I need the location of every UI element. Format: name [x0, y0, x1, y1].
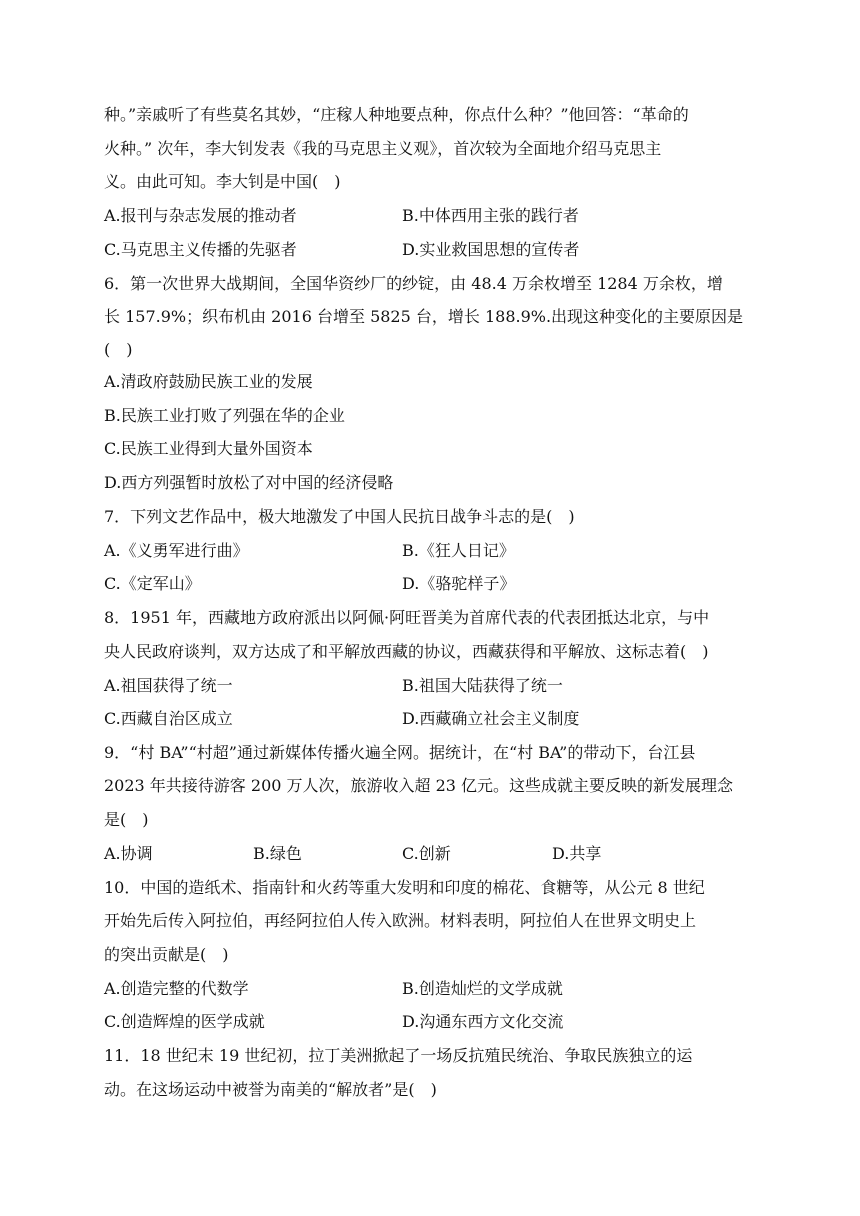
q9-option-a[interactable]: A.协调: [104, 844, 153, 863]
q6-text-line-2: 长 157.9%；织布机由 2016 台增至 5825 台，增长 188.9%.出现这种变化的主要原因是: [104, 307, 744, 326]
q6-option-d[interactable]: D.西方列强暂时放松了对中国的经济侵略: [104, 473, 394, 492]
q11-text-line-2: 动。在这场运动中被誉为南美的“解放者”是( ): [104, 1080, 437, 1099]
q6-option-b[interactable]: B.民族工业打败了列强在华的企业: [104, 406, 345, 425]
q9-text-line-2: 2023 年共接待游客 200 万人次，旅游收入超 23 亿元。这些成就主要反映的新发展理念: [104, 776, 734, 795]
q9-option-b[interactable]: B.绿色: [253, 844, 302, 863]
q9-option-c[interactable]: C.创新: [402, 844, 451, 863]
q10-option-a[interactable]: A.创造完整的代数学: [104, 979, 249, 998]
q9-option-d[interactable]: D.共享: [552, 844, 602, 863]
q8-option-b[interactable]: B.祖国大陆获得了统一: [402, 676, 563, 695]
q5-option-c[interactable]: C.马克思主义传播的先驱者: [104, 240, 297, 259]
q5-option-d[interactable]: D.实业救国思想的宣传者: [402, 240, 580, 259]
q6-text-line-1: 6．第一次世界大战期间，全国华资纱厂的纱锭，由 48.4 万余枚增至 1284 万余枚，增: [104, 274, 723, 293]
q6-text-line-3: ( ): [104, 340, 133, 359]
q8-text-line-1: 8．1951 年，西藏地方政府派出以阿佩·阿旺晋美为首席代表的代表团抵达北京，与中: [104, 608, 710, 627]
q8-option-c[interactable]: C.西藏自治区成立: [104, 709, 233, 728]
q8-option-d[interactable]: D.西藏确立社会主义制度: [402, 709, 580, 728]
q8-option-a[interactable]: A.祖国获得了统一: [104, 676, 233, 695]
q9-text-line-3: 是( ): [104, 810, 149, 829]
q7-option-c[interactable]: C.《定军山》: [104, 574, 201, 593]
q10-text-line-2: 开始先后传入阿拉伯，再经阿拉伯人传入欧洲。材料表明，阿拉伯人在世界文明史上: [104, 911, 697, 930]
q5-option-a[interactable]: A.报刊与杂志发展的推动者: [104, 206, 297, 225]
q9-text-line-1: 9．“村 BA”“村超”通过新媒体传播火遍全网。据统计，在“村 BA”的带动下，台江县: [104, 743, 696, 762]
q11-text-line-1: 11．18 世纪末 19 世纪初，拉丁美洲掀起了一场反抗殖民统治、争取民族独立的运: [104, 1046, 693, 1065]
q7-option-d[interactable]: D.《骆驼样子》: [402, 574, 516, 593]
q7-option-a[interactable]: A.《义勇军进行曲》: [104, 541, 249, 560]
q7-text-line-1: 7．下列文艺作品中，极大地激发了中国人民抗日战争斗志的是( ): [104, 507, 575, 526]
q6-option-a[interactable]: A.清政府鼓励民族工业的发展: [104, 372, 313, 391]
q10-option-b[interactable]: B.创造灿烂的文学成就: [402, 979, 563, 998]
q5-text-line-1: 种。”亲戚听了有些莫名其妙，“庄稼人种地要点种，你点什么种？”他回答：“革命的: [104, 105, 689, 124]
q7-option-b[interactable]: B.《狂人日记》: [402, 541, 515, 560]
q8-text-line-2: 央人民政府谈判，双方达成了和平解放西藏的协议，西藏获得和平解放、这标志着( ): [104, 642, 709, 661]
q10-option-c[interactable]: C.创造辉煌的医学成就: [104, 1012, 265, 1031]
q5-option-b[interactable]: B.中体西用主张的践行者: [402, 206, 579, 225]
q5-text-line-3: 义。由此可知。李大钊是中国( ): [104, 172, 341, 191]
q10-option-d[interactable]: D.沟通东西方文化交流: [402, 1012, 564, 1031]
q10-text-line-3: 的突出贡献是( ): [104, 945, 229, 964]
q6-option-c[interactable]: C.民族工业得到大量外国资本: [104, 439, 313, 458]
q10-text-line-1: 10．中国的造纸术、指南针和火药等重大发明和印度的棉花、食糖等，从公元 8 世纪: [104, 878, 705, 897]
q5-text-line-2: 火种。” 次年，李大钊发表《我的马克思主义观》，首次较为全面地介绍马克思主: [104, 139, 662, 158]
